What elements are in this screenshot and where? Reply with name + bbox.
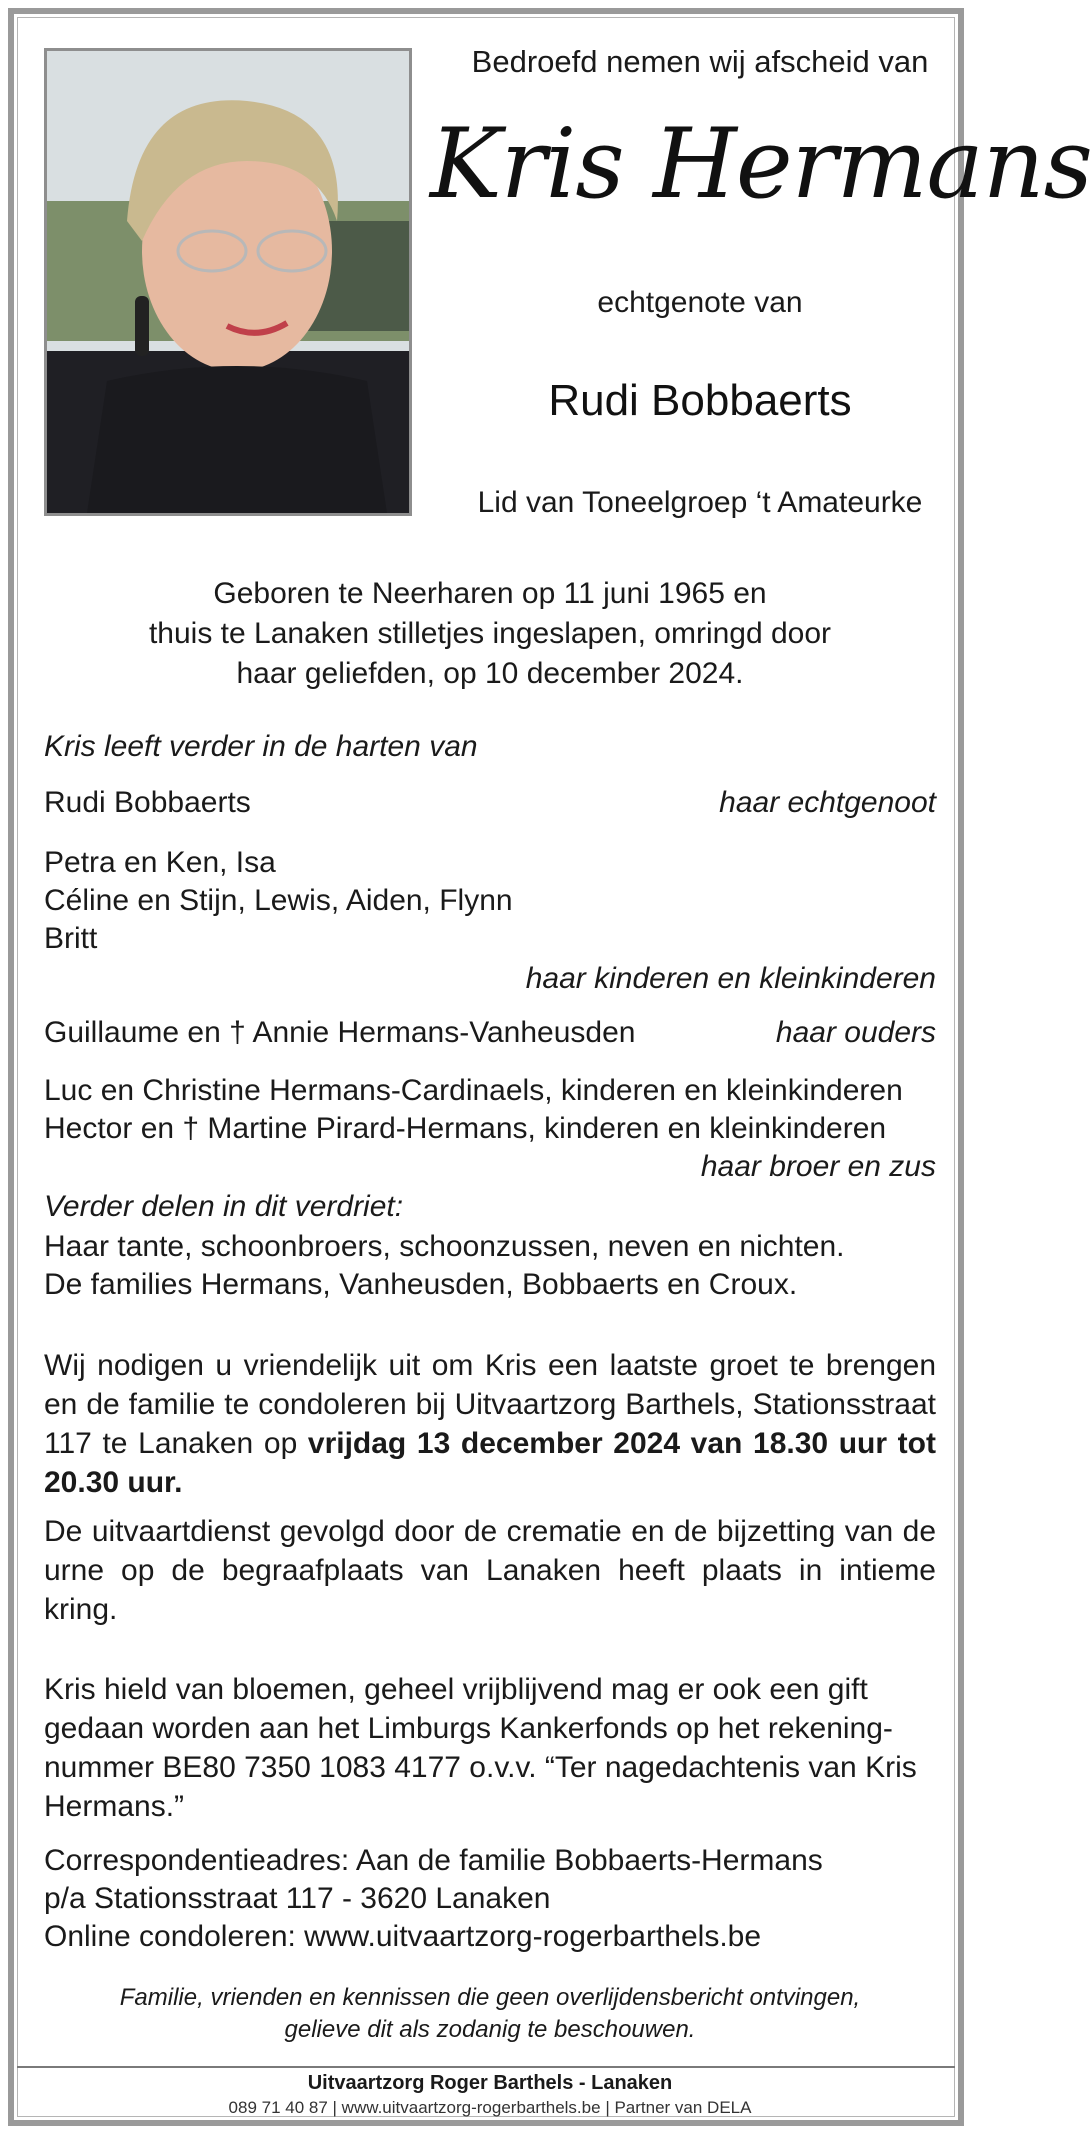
siblings-relation-text: haar broer en zus bbox=[700, 1150, 936, 1183]
parents-row-relation: haar ouders bbox=[775, 1016, 936, 1049]
correspondence-line-1: Correspondentieadres: Aan de familie Bobbaerts-Hermans bbox=[44, 1844, 823, 1877]
footer-separator-2: | bbox=[605, 2098, 615, 2117]
footer-partner: Partner van DELA bbox=[614, 2098, 752, 2117]
others-line-1: Haar tante, schoonbroers, schoonzussen, neven en nichten. bbox=[44, 1230, 845, 1263]
notice-line-1: Familie, vrienden en kennissen die geen overlijdensbericht ontvingen, bbox=[119, 1984, 861, 2011]
parents-row bbox=[44, 1016, 936, 1050]
sibling-line-2: Hector en † Martine Pirard-Hermans, kinderen en kleinkinderen bbox=[44, 1112, 887, 1145]
children-line-3: Britt bbox=[44, 922, 98, 955]
intro-text: Bedroefd nemen wij afscheid van bbox=[471, 44, 929, 79]
footer-contact bbox=[0, 2098, 980, 2118]
others-line-2: De families Hermans, Vanheusden, Bobbaerts en Croux. bbox=[44, 1268, 798, 1301]
service-paragraph: De uitvaartdienst gevolgd door de crematie en de bijzetting van de urne op de begraafplaats van Lanaken heeft plaats in intieme kring. bbox=[44, 1515, 936, 1626]
birth-text bbox=[60, 574, 920, 694]
footer-website: www.uitvaartzorg-rogerbarthels.be bbox=[341, 2098, 601, 2117]
birth-line-3: haar geliefden, op 10 december 2024. bbox=[236, 657, 744, 690]
others-intro: Verder delen in dit verdriet: bbox=[44, 1190, 404, 1223]
notice-line-2: gelieve dit als zodanig te beschouwen. bbox=[284, 2016, 696, 2043]
invitation-date: vrijdag 13 december 2024 van 18.30 uur tot 20.30 uur. bbox=[44, 1427, 936, 1499]
notice bbox=[44, 1982, 936, 2046]
deceased-name: Kris Hermans bbox=[430, 108, 1092, 220]
children-line-2: Céline en Stijn, Lewis, Aiden, Flynn bbox=[44, 884, 513, 917]
children-relation-text: haar kinderen en kleinkinderen bbox=[525, 962, 936, 995]
children-line-1: Petra en Ken, Isa bbox=[44, 846, 276, 879]
parents-row-name: Guillaume en † Annie Hermans-Vanheusden bbox=[44, 1016, 636, 1049]
spouse-name: Rudi Bobbaerts bbox=[548, 376, 852, 425]
spouse-intro: echtgenote van bbox=[597, 286, 803, 319]
invitation-paragraph bbox=[44, 1346, 936, 1502]
portrait-photo bbox=[44, 48, 412, 516]
invitation-text: Wij nodigen u vriendelijk uit om Kris een laatste groet te brengen en de familie te condoleren bij Uitvaartzorg Barthels, Stationsstraat 117 te Lanaken op bbox=[44, 1349, 936, 1460]
correspondence-line-2: p/a Stationsstraat 117 - 3620 Lanaken bbox=[44, 1882, 551, 1915]
correspondence-line-3: Online condoleren: www.uitvaartzorg-rogerbarthels.be bbox=[44, 1920, 762, 1953]
sibling-line-1: Luc en Christine Hermans-Cardinaels, kinderen en kleinkinderen bbox=[44, 1074, 903, 1107]
footer-phone: 089 71 40 87 bbox=[228, 2098, 328, 2117]
birth-line-1: Geboren te Neerharen op 11 juni 1965 en bbox=[213, 577, 767, 610]
footer-divider bbox=[17, 2066, 955, 2068]
birth-line-2: thuis te Lanaken stilletjes ingeslapen, omringd door bbox=[148, 617, 832, 650]
siblings-relation bbox=[44, 1150, 936, 1184]
children-relation bbox=[44, 962, 936, 996]
spouse-row-relation: haar echtgenoot bbox=[719, 786, 936, 819]
spouse-row-name: Rudi Bobbaerts bbox=[44, 786, 251, 819]
membership: Lid van Toneelgroep ‘t Amateurke bbox=[477, 486, 923, 519]
spouse-row bbox=[44, 786, 936, 820]
footer-separator-1: | bbox=[332, 2098, 342, 2117]
footer-company: Uitvaartzorg Roger Barthels - Lanaken bbox=[307, 2072, 673, 2094]
flowers-paragraph: Kris hield van bloemen, geheel vrijblijvend mag er ook een gift gedaan worden aan het Limburgs Kankerfonds op het rekening-nummer BE80 7350 1083 4177 o.v.v. “Ter nagedachtenis van Kris Hermans.” bbox=[44, 1673, 917, 1823]
family-intro: Kris leeft verder in de harten van bbox=[44, 730, 478, 763]
